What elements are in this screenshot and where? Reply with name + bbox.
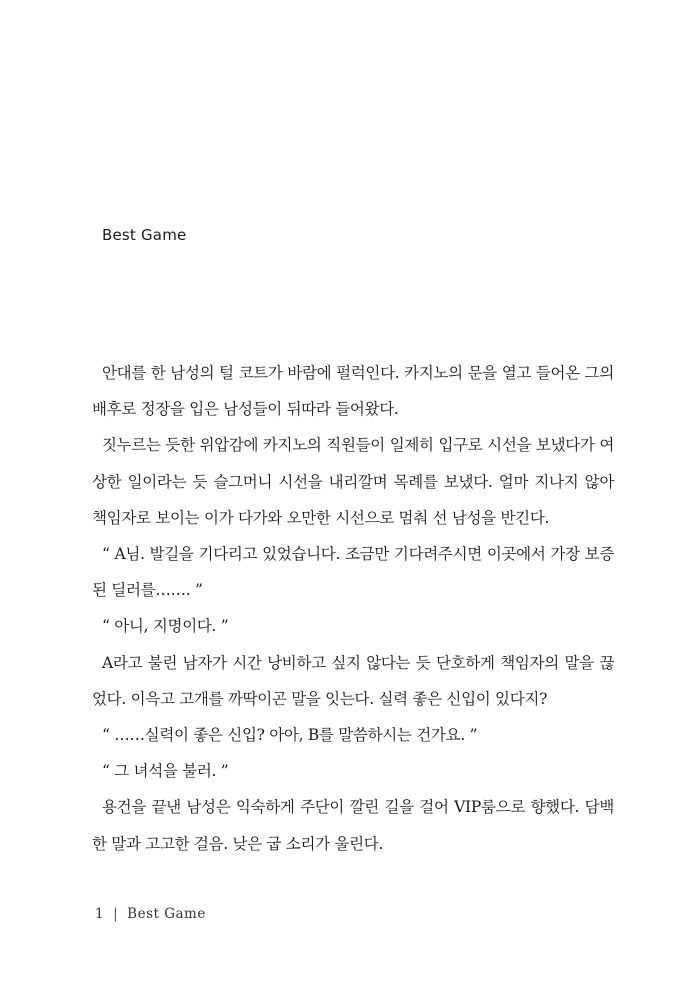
dialogue-paragraph: “ 그 녀석을 불러. ” [102,762,229,781]
page-number: 1 [95,906,105,922]
page-footer [95,906,206,922]
paragraph: A라고 불린 남자가 시간 낭비하고 싶지 않다는 듯 단호하게 책임자의 말을 끊었다. 이윽고 고개를 까딱이곤 말을 잇는다. 실력 좋은 신입이 있다지? [92,653,614,708]
footer-separator: | [113,906,119,922]
chapter-title: Best Game [102,226,187,244]
paragraph: 짓누르는 듯한 위압감에 카지노의 직원들이 일제히 입구로 시선을 보냈다가 여상한 일이라는 듯 슬그머니 시선을 내리깔며 목례를 보냈다. 얼마 지나지 않아 책임자로 보이는 이가 다가와 오만한 시선으로 멈춰 선 남성을 반긴다. [92,436,614,527]
running-title: Best Game [127,906,206,922]
dialogue-paragraph: “ A님. 발길을 기다리고 있었습니다. 조금만 기다려주시면 이곳에서 가장 보증된 딜러를……. ” [92,545,614,600]
paragraph: 안대를 한 남성의 털 코트가 바람에 펄럭인다. 카지노의 문을 열고 들어온 그의 배후로 정장을 입은 남성들이 뒤따라 들어왔다. [92,364,614,419]
paragraph: 용건을 끝낸 남성은 익숙하게 주단이 깔린 길을 걸어 VIP룸으로 향했다. 담백한 말과 고고한 걸음. 낮은 굽 소리가 울린다. [92,798,614,853]
dialogue-paragraph: “ 아니, 지명이다. ” [102,617,229,636]
dialogue-paragraph: “ ……실력이 좋은 신입? 아아, B를 말씀하시는 건가요. ” [102,726,478,745]
body-text [92,355,614,862]
